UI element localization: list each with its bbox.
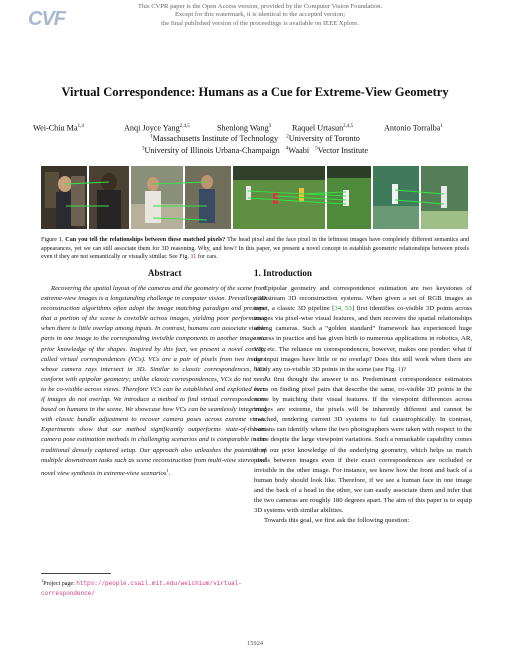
- photo-panel-outdoor: [131, 166, 183, 229]
- affiliations-line-1: $^1$Massachusetts Institute of Technology $^2$University of Toronto: [150, 134, 360, 143]
- photo-panel-soccer-field: [233, 166, 325, 229]
- photo-panel-tennis-court: [373, 166, 419, 229]
- banner-line: This CVPR paper is the Open Access version, provided by the Computer Vision Foundation.: [137, 3, 383, 10]
- caption-text: The head pixel and the face pixel in the leftmost images have completely different semantics and appearances, yet we can still associate them for 3D reasoning. Why, and how? In this paper, we present a novel concept to establish geometric relationships between pixels even if they are not semantically or visually similar. See Fig.: [41, 237, 469, 261]
- author: Wei-Chiu Ma$^{1,4}$: [33, 123, 84, 133]
- author: Raquel Urtasun$^{2,4,5}$: [292, 123, 354, 133]
- teaser-figure: [41, 166, 468, 229]
- intro-paragraph-3: Towards this goal, we first ask the following question:: [264, 517, 410, 525]
- author-list: [20, 121, 490, 133]
- photo-panel-soccer-2: [327, 166, 371, 229]
- caption-label: Figure 1.: [41, 237, 64, 243]
- banner-line: the final published version of the proceedings is available on IEEE Xplore.: [161, 19, 359, 27]
- teaser-image-strip: [41, 166, 468, 229]
- affiliations-line-2: $^3$University of Illinois Urbana-Champaign $^4$Waabi $^5$Vector Institute: [141, 146, 369, 155]
- figure-caption: [41, 236, 469, 262]
- cvf-logo: CVF: [28, 8, 65, 30]
- intro-paragraph-2: At first thought the answer is no. Predominant correspondence estimators focus on finding pixel pairs that describe the same, co-visible 3D points in the scene by matching their visual features. If the viewpoint differences across images are extreme, the pixels will be inherently different and cannot be matched, rendering current 3D systems to fail catastrophically. In contrast, humans can identify where the two photographers were taken with respect to the scene despite the large viewpoint variations. Such a remarkable capability comes from our prior knowledge of the underlying geometry, which helps us match pixels between images even if their exact correspondences are occluded or invisible in the other image. For instance, we know how the front and back of a human body should look like. Therefore, if we see a human face in one image and the back of a head in the other, we can easily associate them and infer that the two cameras are roughly 180 degrees apart. The aim of this paper is to equip 3D systems with similar abilities.: [254, 375, 472, 515]
- photo-panel-back-view: [89, 166, 129, 229]
- open-access-banner: [110, 3, 410, 28]
- photo-panel-street: [41, 166, 87, 229]
- abstract-text: Recovering the spatial layout of the cameras and the geometry of the scene from extreme-view images is a longstanding challenge in computer vision. Prevailing 3D reconstruction algorithms often adopt the image matching paradigm and presume that a portion of the scene is covisible across images, yielding poor performance when there is little overlap among inputs. In contrast, humans can associate visible parts in one image to the corresponding invisible components in another image via prior knowledge of the shapes. Inspired by this fact, we present a novel concept called virtual correspondences (VCs). VCs are a pair of pixels from two images whose camera rays intersect in 3D. Similar to classic correspondences, VCs conform with epipolar geometry; unlike classic correspondences, VCs do not need to be co-visible across views. Therefore VCs can be established and exploited even if images do not overlap. We introduce a method to find virtual correspondences based on humans in the scene. We showcase how VCs can be seamlessly integrated with classic bundle adjustment to recover camera poses across extreme views. Experiments show that our method significantly outperforms state-of-the-art camera pose estimation methods in challenging scenarios and is comparable in the traditional densely captured setup. Our approach also unleashes the potential of multiple downstream tasks such as scene reconstruction from multi-view stereo and novel view synthesis in extreme-view scenarios$^1$.: [41, 285, 266, 477]
- banner-line: Except for this watermark, it is identical to the accepted version;: [174, 11, 346, 19]
- introduction-text: [254, 284, 472, 526]
- caption-text-end: for cars.: [197, 254, 218, 261]
- author: Anqi Joyce Yang$^{2,4,5}$: [124, 123, 190, 133]
- footnote-rule: [41, 573, 111, 574]
- author: Shenlong Wang$^3$: [217, 123, 272, 133]
- introduction-heading: 1. Introduction: [254, 268, 312, 278]
- project-page-link[interactable]: https://people.csail.mit.edu/weichium/virtual-correspondence/: [41, 580, 242, 597]
- intro-paragraph-1: Epipolar geometry and correspondence estimation are two keystones of mainstream 3D reconstruction systems. When given a set of RGB images as input, a classic 3D pipeline [34, 53] first identifies co-visible 3D points across images via pixel-wise visual features, and then recovers the spatial relationships among cameras. Such a “golden standard” framework has experienced huge success in practice and has given birth to numerous applications in robotics, AR, VR, etc. The reliance on correspondences, however, makes one ponder: what if the input images have little or no overlap? Does this still work when there are barely any co-visible 3D points in the scene (see Fig. 1)?: [254, 285, 473, 373]
- footnote: $^1$Project page: https://people.csail.mit.edu/weichium/virtual-correspondence/: [41, 578, 242, 597]
- figure-reference-link[interactable]: 11: [190, 254, 197, 261]
- author: Antonio Torralba$^1$: [384, 123, 443, 133]
- abstract-heading: Abstract: [148, 268, 182, 278]
- figure-reference-link[interactable]: 1: [397, 365, 401, 373]
- photo-panel-tennis-2: [421, 166, 468, 229]
- caption-question: Can you tell the relationships between these matched pixels?: [65, 237, 226, 243]
- page-number: 15924: [246, 640, 264, 647]
- citation-link[interactable]: 34, 53: [334, 305, 352, 313]
- paper-title: Virtual Correspondence: Humans as a Cue for Extreme-View Geometry: [61, 85, 449, 99]
